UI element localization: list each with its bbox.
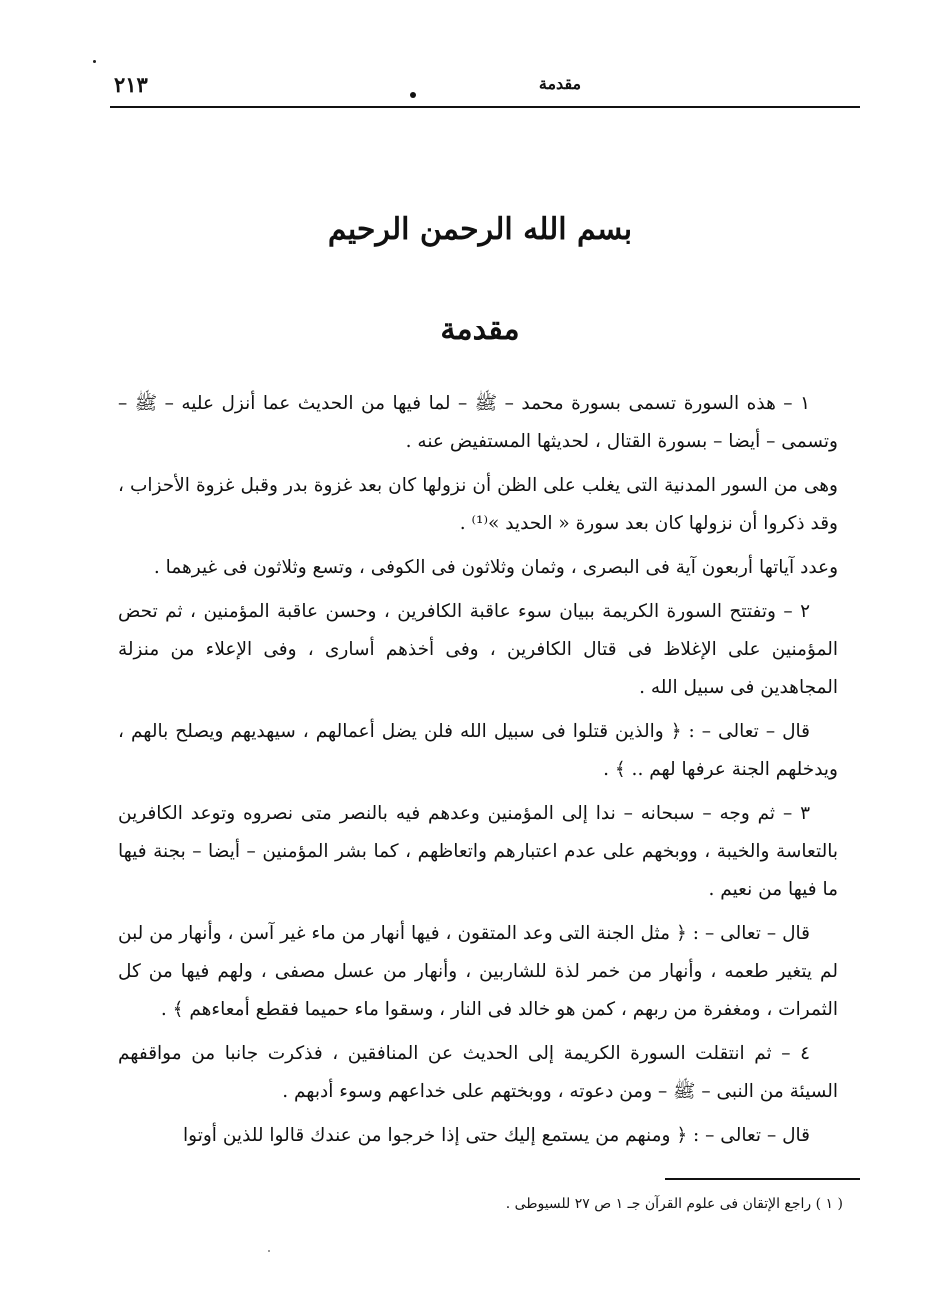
body-text [118,385,838,1161]
paragraph-2: وهى من السور المدنية التى يغلب على الظن أن نزولها كان بعد غزوة بدر وقبل غزوة الأحزاب ، وقد ذكروا أن نزولها كان بعد سورة « الحديد »⁽¹⁾ . [118,475,838,534]
header-dot [410,92,416,98]
basmala: بسم الله الرحمن الرحيم [327,212,633,247]
paragraph-9: قال – تعالى – : ﴿ ومنهم من يستمع إليك حتى إذا خرجوا من عندك قالوا للذين أوتوا [183,1125,810,1146]
paragraph-8: ٤ – ثم انتقلت السورة الكريمة إلى الحديث عن المنافقين ، فذكرت جانبا من مواقفهم السيئة من النبى – ﷺ – ومن دعوته ، ووبختهم على خداعهم وسوء أدبهم . [118,1043,838,1102]
page-number: ٢١٣ [114,72,148,97]
paragraph-1: ١ – هذه السورة تسمى بسورة محمد – ﷺ – لما فيها من الحديث عما أنزل عليه – ﷺ – وتسمى – أيضا – بسورة القتال ، لحديثها المستفيض عنه . [118,393,838,452]
stray-dot [93,60,96,63]
paragraph-4: ٢ – وتفتتح السورة الكريمة ببيان سوء عاقبة الكافرين ، وحسن عاقبة المؤمنين ، ثم تحض المؤمنين على الإغلاظ فى قتال الكافرين ، وفى أخذهم أسارى ، وفى الإعلاء من منزلة المجاهدين فى سبيل الله . [118,601,838,698]
section-title: مقدمة [440,312,520,347]
running-title: مقدمة [538,74,582,93]
footnote-rule [665,1178,860,1180]
stray-mark [268,1250,270,1252]
paragraph-3: وعدد آياتها أربعون آية فى البصرى ، وثمان وثلاثون فى الكوفى ، وتسع وثلاثون فى غيرهما . [153,557,838,578]
paragraph-5: قال – تعالى – : ﴿ والذين قتلوا فى سبيل الله فلن يضل أعمالهم ، سيهديهم ويصلح بالهم ، ويدخلهم الجنة عرفها لهم .. ﴾ . [118,721,838,780]
header-rule [110,106,860,108]
footnote: ( ١ ) راجع الإتقان فى علوم القرآن جـ ١ ص ٢٧ للسيوطى . [505,1196,843,1212]
page-header [110,70,860,110]
paragraph-7: قال – تعالى – : ﴿ مثل الجنة التى وعد المتقون ، فيها أنهار من ماء غير آسن ، وأنهار من لبن لم يتغير طعمه ، وأنهار من خمر لذة للشاربين ، وأنهار من عسل مصفى ، ولهم فيها من كل الثمرات ، ومغفرة من ربهم ، كمن هو خالد فى النار ، وسقوا ماء حميما فقطع أمعاءهم ﴾ . [118,923,838,1020]
paragraph-6: ٣ – ثم وجه – سبحانه – ندا إلى المؤمنين وعدهم فيه بالنصر متى نصروه وتوعد الكافرين بالتعاسة والخيبة ، ووبخهم على عدم اعتبارهم واتعاظهم ، كما بشر المؤمنين – أيضا – بجنة فيها ما فيها من نعيم . [118,803,838,900]
